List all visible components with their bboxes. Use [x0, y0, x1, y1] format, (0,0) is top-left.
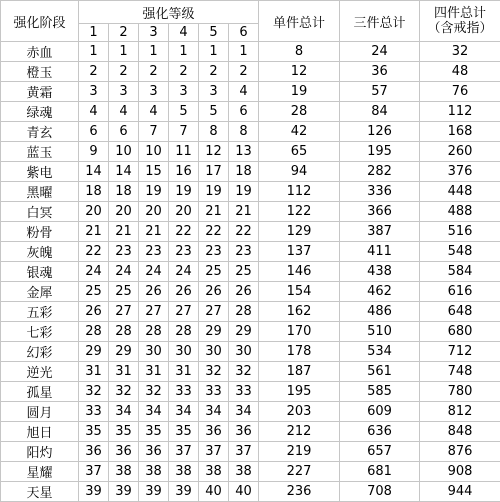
table-row: [1, 62, 500, 82]
four-total-header: [420, 1, 500, 42]
level-cell: 38: [109, 462, 139, 482]
level-cell: 38: [139, 462, 169, 482]
level-cell: 3: [139, 82, 169, 102]
level-cell: 22: [199, 222, 229, 242]
level-cell: 36: [109, 442, 139, 462]
single-total-cell: 129: [259, 222, 340, 242]
level-cell: 34: [229, 402, 259, 422]
level-cell: 23: [139, 242, 169, 262]
table-row: [1, 122, 500, 142]
four-total-cell: 616: [420, 282, 500, 302]
level-cell: 25: [79, 282, 109, 302]
table-row: [1, 222, 500, 242]
level-cell: 21: [139, 222, 169, 242]
level-header: 1: [79, 24, 109, 42]
level-cell: 14: [109, 162, 139, 182]
level-cell: 24: [109, 262, 139, 282]
level-cell: 30: [139, 342, 169, 362]
level-group-header: 强化等级: [79, 1, 259, 24]
level-cell: 37: [199, 442, 229, 462]
level-cell: 35: [79, 422, 109, 442]
level-cell: 34: [199, 402, 229, 422]
single-total-cell: 94: [259, 162, 340, 182]
stage-cell: 旭日: [1, 422, 79, 442]
stage-cell: 幻彩: [1, 342, 79, 362]
level-cell: 39: [109, 482, 139, 502]
table-row: [1, 102, 500, 122]
level-cell: 5: [169, 102, 199, 122]
level-cell: 4: [79, 102, 109, 122]
level-cell: 14: [79, 162, 109, 182]
single-total-cell: 187: [259, 362, 340, 382]
single-total-cell: 154: [259, 282, 340, 302]
level-cell: 20: [169, 202, 199, 222]
three-total-cell: 657: [340, 442, 420, 462]
level-cell: 32: [199, 362, 229, 382]
four-total-cell: 32: [420, 42, 500, 62]
three-total-cell: 585: [340, 382, 420, 402]
level-cell: 6: [229, 102, 259, 122]
single-total-cell: 112: [259, 182, 340, 202]
three-total-cell: 366: [340, 202, 420, 222]
level-cell: 25: [229, 262, 259, 282]
level-cell: 32: [229, 362, 259, 382]
level-header: 6: [229, 24, 259, 42]
level-cell: 1: [229, 42, 259, 62]
level-cell: 36: [229, 422, 259, 442]
table-row: [1, 382, 500, 402]
three-total-cell: 195: [340, 142, 420, 162]
level-cell: 4: [109, 102, 139, 122]
level-cell: 39: [79, 482, 109, 502]
stage-cell: 金犀: [1, 282, 79, 302]
stage-cell: 黄霜: [1, 82, 79, 102]
level-cell: 27: [109, 302, 139, 322]
table-row: [1, 462, 500, 482]
level-cell: 18: [109, 182, 139, 202]
level-cell: 29: [109, 342, 139, 362]
level-cell: 11: [169, 142, 199, 162]
level-cell: 39: [139, 482, 169, 502]
level-cell: 1: [169, 42, 199, 62]
level-header: 4: [169, 24, 199, 42]
level-cell: 29: [199, 322, 229, 342]
four-total-cell: 112: [420, 102, 500, 122]
single-total-cell: 19: [259, 82, 340, 102]
level-cell: 26: [169, 282, 199, 302]
level-cell: 26: [199, 282, 229, 302]
level-cell: 26: [79, 302, 109, 322]
level-cell: 29: [229, 322, 259, 342]
stage-header: 强化阶段: [1, 1, 79, 42]
header-row-1: [1, 1, 500, 24]
level-cell: 30: [229, 342, 259, 362]
level-cell: 23: [109, 242, 139, 262]
level-cell: 7: [139, 122, 169, 142]
single-total-cell: 227: [259, 462, 340, 482]
table-row: [1, 142, 500, 162]
level-cell: 23: [229, 242, 259, 262]
four-total-cell: 712: [420, 342, 500, 362]
level-header: 5: [199, 24, 229, 42]
four-total-cell: 376: [420, 162, 500, 182]
level-cell: 35: [139, 422, 169, 442]
level-cell: 30: [169, 342, 199, 362]
stage-cell: 蓝玉: [1, 142, 79, 162]
level-cell: 30: [199, 342, 229, 362]
stage-cell: 七彩: [1, 322, 79, 342]
four-total-header-line1: 四件总计: [420, 6, 500, 21]
level-cell: 25: [109, 282, 139, 302]
level-cell: 24: [79, 262, 109, 282]
level-cell: 34: [169, 402, 199, 422]
four-total-cell: 812: [420, 402, 500, 422]
level-cell: 1: [79, 42, 109, 62]
level-cell: 38: [199, 462, 229, 482]
level-cell: 4: [229, 82, 259, 102]
level-cell: 2: [229, 62, 259, 82]
level-cell: 7: [169, 122, 199, 142]
stage-cell: 黑曜: [1, 182, 79, 202]
level-cell: 18: [79, 182, 109, 202]
level-cell: 37: [229, 442, 259, 462]
four-total-cell: 168: [420, 122, 500, 142]
three-total-cell: 387: [340, 222, 420, 242]
level-cell: 37: [79, 462, 109, 482]
single-total-cell: 8: [259, 42, 340, 62]
level-cell: 3: [79, 82, 109, 102]
single-total-header: 单件总计: [259, 1, 340, 42]
table-row: [1, 422, 500, 442]
three-total-cell: 24: [340, 42, 420, 62]
stage-cell: 天星: [1, 482, 79, 502]
level-cell: 19: [139, 182, 169, 202]
level-cell: 8: [199, 122, 229, 142]
level-cell: 21: [229, 202, 259, 222]
stage-cell: 赤血: [1, 42, 79, 62]
three-total-cell: 708: [340, 482, 420, 502]
level-cell: 27: [199, 302, 229, 322]
level-cell: 36: [139, 442, 169, 462]
level-cell: 21: [79, 222, 109, 242]
four-total-cell: 76: [420, 82, 500, 102]
level-cell: 17: [199, 162, 229, 182]
level-cell: 3: [109, 82, 139, 102]
level-cell: 28: [79, 322, 109, 342]
single-total-cell: 122: [259, 202, 340, 222]
stage-cell: 青玄: [1, 122, 79, 142]
four-total-header-line2: （含戒指）: [420, 21, 500, 36]
table-row: [1, 302, 500, 322]
level-cell: 27: [139, 302, 169, 322]
level-cell: 32: [109, 382, 139, 402]
level-cell: 31: [169, 362, 199, 382]
level-cell: 38: [169, 462, 199, 482]
four-total-cell: 516: [420, 222, 500, 242]
table-row: [1, 82, 500, 102]
single-total-cell: 178: [259, 342, 340, 362]
table-row: [1, 442, 500, 462]
level-cell: 33: [199, 382, 229, 402]
three-total-cell: 462: [340, 282, 420, 302]
table-row: [1, 182, 500, 202]
level-cell: 1: [199, 42, 229, 62]
table-row: [1, 202, 500, 222]
four-total-cell: 944: [420, 482, 500, 502]
level-cell: 2: [169, 62, 199, 82]
four-total-cell: 848: [420, 422, 500, 442]
three-total-cell: 609: [340, 402, 420, 422]
single-total-cell: 12: [259, 62, 340, 82]
table-row: [1, 42, 500, 62]
level-cell: 3: [199, 82, 229, 102]
level-cell: 21: [109, 222, 139, 242]
four-total-cell: 488: [420, 202, 500, 222]
level-cell: 40: [199, 482, 229, 502]
three-total-cell: 336: [340, 182, 420, 202]
single-total-cell: 28: [259, 102, 340, 122]
four-total-cell: 648: [420, 302, 500, 322]
three-total-cell: 36: [340, 62, 420, 82]
level-cell: 37: [169, 442, 199, 462]
level-cell: 31: [79, 362, 109, 382]
level-cell: 15: [139, 162, 169, 182]
table-row: [1, 282, 500, 302]
level-cell: 21: [199, 202, 229, 222]
level-cell: 18: [229, 162, 259, 182]
table-row: [1, 342, 500, 362]
level-cell: 10: [139, 142, 169, 162]
stage-cell: 橙玉: [1, 62, 79, 82]
level-cell: 35: [169, 422, 199, 442]
table-row: [1, 242, 500, 262]
level-cell: 28: [109, 322, 139, 342]
stage-cell: 星耀: [1, 462, 79, 482]
level-cell: 5: [199, 102, 229, 122]
stage-cell: 绿魂: [1, 102, 79, 122]
table-row: [1, 162, 500, 182]
level-cell: 29: [79, 342, 109, 362]
stage-cell: 粉骨: [1, 222, 79, 242]
level-cell: 2: [199, 62, 229, 82]
level-cell: 13: [229, 142, 259, 162]
single-total-cell: 203: [259, 402, 340, 422]
level-cell: 22: [79, 242, 109, 262]
stage-cell: 孤星: [1, 382, 79, 402]
level-cell: 28: [169, 322, 199, 342]
level-cell: 2: [109, 62, 139, 82]
four-total-cell: 780: [420, 382, 500, 402]
level-cell: 20: [109, 202, 139, 222]
table-row: [1, 262, 500, 282]
level-cell: 22: [169, 222, 199, 242]
level-cell: 33: [169, 382, 199, 402]
stage-cell: 白冥: [1, 202, 79, 222]
level-cell: 36: [79, 442, 109, 462]
table-body: [1, 42, 500, 502]
level-cell: 28: [229, 302, 259, 322]
three-total-cell: 57: [340, 82, 420, 102]
level-cell: 36: [199, 422, 229, 442]
level-cell: 1: [109, 42, 139, 62]
level-cell: 20: [139, 202, 169, 222]
level-cell: 2: [79, 62, 109, 82]
level-cell: 24: [169, 262, 199, 282]
four-total-cell: 260: [420, 142, 500, 162]
four-total-cell: 680: [420, 322, 500, 342]
level-cell: 38: [229, 462, 259, 482]
level-cell: 26: [229, 282, 259, 302]
three-total-cell: 510: [340, 322, 420, 342]
table-row: [1, 362, 500, 382]
single-total-cell: 195: [259, 382, 340, 402]
level-cell: 35: [109, 422, 139, 442]
three-total-cell: 636: [340, 422, 420, 442]
level-cell: 12: [199, 142, 229, 162]
level-cell: 24: [139, 262, 169, 282]
stage-cell: 五彩: [1, 302, 79, 322]
level-cell: 31: [109, 362, 139, 382]
level-cell: 8: [229, 122, 259, 142]
single-total-cell: 42: [259, 122, 340, 142]
three-total-cell: 561: [340, 362, 420, 382]
four-total-cell: 448: [420, 182, 500, 202]
single-total-cell: 212: [259, 422, 340, 442]
level-cell: 25: [199, 262, 229, 282]
stage-cell: 圆月: [1, 402, 79, 422]
table-row: [1, 402, 500, 422]
level-cell: 4: [139, 102, 169, 122]
level-cell: 1: [139, 42, 169, 62]
single-total-cell: 162: [259, 302, 340, 322]
three-total-cell: 84: [340, 102, 420, 122]
stage-cell: 灰魄: [1, 242, 79, 262]
level-cell: 19: [199, 182, 229, 202]
level-cell: 40: [229, 482, 259, 502]
level-cell: 6: [79, 122, 109, 142]
level-cell: 16: [169, 162, 199, 182]
three-total-cell: 126: [340, 122, 420, 142]
level-cell: 32: [79, 382, 109, 402]
level-cell: 19: [169, 182, 199, 202]
level-cell: 22: [229, 222, 259, 242]
level-cell: 39: [169, 482, 199, 502]
three-total-header: 三件总计: [340, 1, 420, 42]
three-total-cell: 438: [340, 262, 420, 282]
stage-cell: 银魂: [1, 262, 79, 282]
table-row: [1, 322, 500, 342]
three-total-cell: 534: [340, 342, 420, 362]
level-cell: 19: [229, 182, 259, 202]
level-cell: 27: [169, 302, 199, 322]
four-total-cell: 48: [420, 62, 500, 82]
three-total-cell: 282: [340, 162, 420, 182]
level-cell: 28: [139, 322, 169, 342]
four-total-cell: 876: [420, 442, 500, 462]
single-total-cell: 65: [259, 142, 340, 162]
level-cell: 2: [139, 62, 169, 82]
level-cell: 6: [109, 122, 139, 142]
four-total-cell: 908: [420, 462, 500, 482]
level-header: 2: [109, 24, 139, 42]
level-header: 3: [139, 24, 169, 42]
single-total-cell: 236: [259, 482, 340, 502]
level-cell: 3: [169, 82, 199, 102]
level-cell: 33: [229, 382, 259, 402]
three-total-cell: 486: [340, 302, 420, 322]
single-total-cell: 170: [259, 322, 340, 342]
stage-cell: 紫电: [1, 162, 79, 182]
level-cell: 10: [109, 142, 139, 162]
four-total-cell: 548: [420, 242, 500, 262]
table-row: [1, 482, 500, 502]
level-cell: 20: [79, 202, 109, 222]
level-cell: 26: [139, 282, 169, 302]
stage-cell: 逆光: [1, 362, 79, 382]
level-cell: 34: [139, 402, 169, 422]
level-cell: 9: [79, 142, 109, 162]
single-total-cell: 219: [259, 442, 340, 462]
four-total-cell: 584: [420, 262, 500, 282]
three-total-cell: 411: [340, 242, 420, 262]
level-cell: 23: [199, 242, 229, 262]
single-total-cell: 146: [259, 262, 340, 282]
level-cell: 34: [109, 402, 139, 422]
level-cell: 31: [139, 362, 169, 382]
level-cell: 23: [169, 242, 199, 262]
three-total-cell: 681: [340, 462, 420, 482]
stage-cell: 阳灼: [1, 442, 79, 462]
single-total-cell: 137: [259, 242, 340, 262]
four-total-cell: 748: [420, 362, 500, 382]
level-cell: 33: [79, 402, 109, 422]
level-cell: 32: [139, 382, 169, 402]
